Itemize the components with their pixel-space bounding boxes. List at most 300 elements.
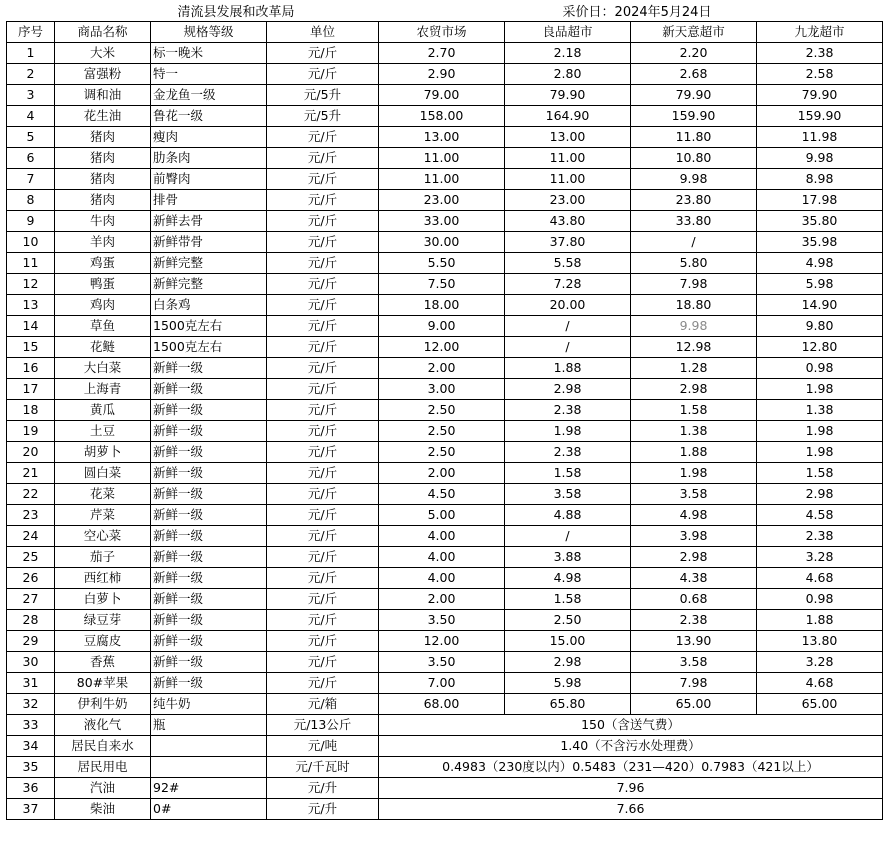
cell-index: 14	[7, 316, 55, 337]
cell-unit: 元/斤	[267, 190, 379, 211]
cell-price-market-3: 23.80	[631, 190, 757, 211]
cell-index: 4	[7, 106, 55, 127]
table-row	[7, 778, 883, 799]
cell-price-market-4: 2.38	[757, 526, 883, 547]
cell-unit: 元/升	[267, 799, 379, 820]
cell-unit: 元/斤	[267, 463, 379, 484]
cell-unit: 元/斤	[267, 253, 379, 274]
cell-unit: 元/吨	[267, 736, 379, 757]
cell-spec: 新鲜一级	[151, 526, 267, 547]
cell-price-market-3: 2.20	[631, 43, 757, 64]
table-row	[7, 148, 883, 169]
cell-product-name: 80#苹果	[55, 673, 151, 694]
cell-unit: 元/斤	[267, 43, 379, 64]
column-header-market-4: 九龙超市	[757, 22, 883, 43]
table-row	[7, 358, 883, 379]
cell-spec: 白条鸡	[151, 295, 267, 316]
cell-price-market-3: 3.58	[631, 652, 757, 673]
cell-price-market-4: 14.90	[757, 295, 883, 316]
cell-product-name: 草鱼	[55, 316, 151, 337]
cell-price-market-4: 1.88	[757, 610, 883, 631]
cell-price-market-4: 4.68	[757, 673, 883, 694]
table-row	[7, 421, 883, 442]
cell-price-market-3: 65.00	[631, 694, 757, 715]
cell-spec: 新鲜一级	[151, 589, 267, 610]
cell-spec: 1500克左右	[151, 337, 267, 358]
cell-product-name: 黄瓜	[55, 400, 151, 421]
cell-price-market-1: 11.00	[379, 169, 505, 190]
cell-index: 8	[7, 190, 55, 211]
cell-price-market-1: 4.00	[379, 568, 505, 589]
cell-price-market-1: 158.00	[379, 106, 505, 127]
cell-price-market-3: 2.68	[631, 64, 757, 85]
cell-product-name: 猪肉	[55, 169, 151, 190]
cell-price-market-2: 164.90	[505, 106, 631, 127]
cell-price-market-3: 3.98	[631, 526, 757, 547]
cell-product-name: 鸭蛋	[55, 274, 151, 295]
cell-price-market-2: 2.38	[505, 400, 631, 421]
cell-unit: 元/斤	[267, 337, 379, 358]
cell-price-market-4: 79.90	[757, 85, 883, 106]
cell-index: 5	[7, 127, 55, 148]
cell-unit: 元/斤	[267, 358, 379, 379]
cell-product-name: 花鲢	[55, 337, 151, 358]
cell-merged-value: 1.40（不含污水处理费）	[379, 736, 883, 757]
cell-unit: 元/斤	[267, 64, 379, 85]
cell-unit: 元/斤	[267, 505, 379, 526]
cell-index: 34	[7, 736, 55, 757]
cell-index: 10	[7, 232, 55, 253]
cell-index: 15	[7, 337, 55, 358]
cell-price-market-3: 5.80	[631, 253, 757, 274]
cell-price-market-1: 11.00	[379, 148, 505, 169]
table-row	[7, 169, 883, 190]
cell-index: 28	[7, 610, 55, 631]
cell-index: 26	[7, 568, 55, 589]
cell-product-name: 上海青	[55, 379, 151, 400]
cell-unit: 元/斤	[267, 652, 379, 673]
cell-unit: 元/5升	[267, 106, 379, 127]
cell-price-market-4: 3.28	[757, 652, 883, 673]
table-row	[7, 715, 883, 736]
cell-price-market-4: 9.98	[757, 148, 883, 169]
cell-price-market-2: 79.90	[505, 85, 631, 106]
cell-price-market-1: 4.00	[379, 547, 505, 568]
cell-price-market-4: 3.28	[757, 547, 883, 568]
table-row	[7, 127, 883, 148]
cell-price-market-3: 1.28	[631, 358, 757, 379]
column-header-product: 商品名称	[55, 22, 151, 43]
table-row	[7, 757, 883, 778]
cell-price-market-4: 159.90	[757, 106, 883, 127]
document-header	[6, 0, 883, 20]
cell-price-market-3: 1.88	[631, 442, 757, 463]
cell-product-name: 猪肉	[55, 127, 151, 148]
table-row	[7, 316, 883, 337]
cell-price-market-2: 2.38	[505, 442, 631, 463]
table-row	[7, 85, 883, 106]
cell-price-market-3: 4.38	[631, 568, 757, 589]
cell-product-name: 空心菜	[55, 526, 151, 547]
cell-price-market-3: 2.98	[631, 547, 757, 568]
cell-index: 35	[7, 757, 55, 778]
table-header	[7, 22, 883, 43]
survey-date: 采价日：2024年5月24日	[562, 5, 712, 20]
cell-price-market-3: 2.38	[631, 610, 757, 631]
cell-price-market-2: 37.80	[505, 232, 631, 253]
cell-price-market-1: 23.00	[379, 190, 505, 211]
cell-product-name: 花菜	[55, 484, 151, 505]
column-header-market-3: 新天意超市	[631, 22, 757, 43]
cell-spec: 新鲜完整	[151, 274, 267, 295]
cell-unit: 元/5升	[267, 85, 379, 106]
cell-index: 12	[7, 274, 55, 295]
cell-spec: 金龙鱼一级	[151, 85, 267, 106]
cell-price-market-3: 12.98	[631, 337, 757, 358]
cell-index: 22	[7, 484, 55, 505]
cell-spec: 新鲜一级	[151, 463, 267, 484]
cell-price-market-1: 12.00	[379, 631, 505, 652]
cell-unit: 元/斤	[267, 568, 379, 589]
cell-price-market-1: 2.50	[379, 421, 505, 442]
cell-product-name: 柴油	[55, 799, 151, 820]
cell-product-name: 芹菜	[55, 505, 151, 526]
cell-index: 16	[7, 358, 55, 379]
cell-price-market-2: 2.18	[505, 43, 631, 64]
cell-spec: 新鲜一级	[151, 547, 267, 568]
cell-index: 1	[7, 43, 55, 64]
cell-spec: 1500克左右	[151, 316, 267, 337]
cell-price-market-1: 2.00	[379, 358, 505, 379]
cell-price-market-4: 0.98	[757, 358, 883, 379]
cell-price-market-2: 20.00	[505, 295, 631, 316]
cell-spec: 0#	[151, 799, 267, 820]
cell-product-name: 胡萝卜	[55, 442, 151, 463]
cell-index: 32	[7, 694, 55, 715]
cell-index: 24	[7, 526, 55, 547]
cell-price-market-4: 13.80	[757, 631, 883, 652]
cell-index: 33	[7, 715, 55, 736]
cell-price-market-4: 17.98	[757, 190, 883, 211]
cell-price-market-1: 5.00	[379, 505, 505, 526]
cell-price-market-2: 1.58	[505, 589, 631, 610]
cell-price-market-4: 1.38	[757, 400, 883, 421]
cell-spec: 瘦肉	[151, 127, 267, 148]
column-header-index: 序号	[7, 22, 55, 43]
cell-unit: 元/斤	[267, 274, 379, 295]
cell-merged-value: 0.4983（230度以内）0.5483（231—420）0.7983（421以上）	[379, 757, 883, 778]
cell-price-market-4: 1.58	[757, 463, 883, 484]
cell-price-market-1: 9.00	[379, 316, 505, 337]
cell-spec: 新鲜一级	[151, 484, 267, 505]
cell-index: 30	[7, 652, 55, 673]
cell-price-market-2: /	[505, 337, 631, 358]
cell-price-market-1: 3.00	[379, 379, 505, 400]
cell-price-market-3: 13.90	[631, 631, 757, 652]
cell-price-market-3: 1.58	[631, 400, 757, 421]
cell-spec: 新鲜去骨	[151, 211, 267, 232]
cell-spec: 新鲜一级	[151, 421, 267, 442]
table-row	[7, 505, 883, 526]
cell-price-market-1: 4.50	[379, 484, 505, 505]
cell-price-market-3: 1.38	[631, 421, 757, 442]
cell-price-market-4: 12.80	[757, 337, 883, 358]
cell-index: 25	[7, 547, 55, 568]
cell-price-market-2: 2.50	[505, 610, 631, 631]
cell-product-name: 豆腐皮	[55, 631, 151, 652]
cell-price-market-2: /	[505, 526, 631, 547]
cell-index: 17	[7, 379, 55, 400]
cell-product-name: 居民自来水	[55, 736, 151, 757]
cell-unit: 元/斤	[267, 148, 379, 169]
cell-unit: 元/斤	[267, 610, 379, 631]
cell-price-market-3: 0.68	[631, 589, 757, 610]
cell-merged-value: 7.96	[379, 778, 883, 799]
column-header-spec: 规格等级	[151, 22, 267, 43]
cell-product-name: 居民用电	[55, 757, 151, 778]
cell-unit: 元/斤	[267, 421, 379, 442]
cell-price-market-4: 11.98	[757, 127, 883, 148]
cell-price-market-2: 1.58	[505, 463, 631, 484]
cell-product-name: 猪肉	[55, 190, 151, 211]
cell-price-market-2: 15.00	[505, 631, 631, 652]
table-row	[7, 631, 883, 652]
table-row	[7, 799, 883, 820]
cell-product-name: 羊肉	[55, 232, 151, 253]
cell-unit: 元/斤	[267, 127, 379, 148]
cell-index: 3	[7, 85, 55, 106]
page-title: 清流县发展和改革局	[177, 5, 295, 20]
cell-price-market-2: 43.80	[505, 211, 631, 232]
cell-price-market-4: 35.80	[757, 211, 883, 232]
column-header-market-1: 农贸市场	[379, 22, 505, 43]
cell-index: 23	[7, 505, 55, 526]
cell-price-market-4: 35.98	[757, 232, 883, 253]
cell-spec: 新鲜一级	[151, 442, 267, 463]
cell-index: 36	[7, 778, 55, 799]
column-header-unit: 单位	[267, 22, 379, 43]
cell-unit: 元/斤	[267, 295, 379, 316]
cell-price-market-4: 4.98	[757, 253, 883, 274]
cell-price-market-4: 2.98	[757, 484, 883, 505]
cell-index: 2	[7, 64, 55, 85]
table-row	[7, 295, 883, 316]
cell-price-market-1: 33.00	[379, 211, 505, 232]
table-row	[7, 337, 883, 358]
cell-product-name: 牛肉	[55, 211, 151, 232]
cell-price-market-4: 1.98	[757, 421, 883, 442]
cell-price-market-4: 1.98	[757, 379, 883, 400]
table-row	[7, 463, 883, 484]
cell-merged-value: 7.66	[379, 799, 883, 820]
cell-product-name: 大白菜	[55, 358, 151, 379]
cell-merged-value: 150（含送气费）	[379, 715, 883, 736]
cell-price-market-1: 12.00	[379, 337, 505, 358]
cell-price-market-3: 7.98	[631, 274, 757, 295]
cell-price-market-3: 4.98	[631, 505, 757, 526]
cell-spec: 新鲜一级	[151, 631, 267, 652]
cell-spec: 新鲜一级	[151, 358, 267, 379]
cell-price-market-2: 3.88	[505, 547, 631, 568]
cell-index: 31	[7, 673, 55, 694]
cell-spec: 瓶	[151, 715, 267, 736]
cell-price-market-3: 7.98	[631, 673, 757, 694]
cell-unit: 元/升	[267, 778, 379, 799]
table-row	[7, 43, 883, 64]
cell-price-market-4: 8.98	[757, 169, 883, 190]
table-row	[7, 190, 883, 211]
cell-price-market-1: 3.50	[379, 610, 505, 631]
table-row	[7, 253, 883, 274]
table-row	[7, 379, 883, 400]
cell-price-market-2: 5.58	[505, 253, 631, 274]
cell-index: 18	[7, 400, 55, 421]
cell-spec: 新鲜一级	[151, 568, 267, 589]
cell-index: 11	[7, 253, 55, 274]
cell-price-market-1: 7.50	[379, 274, 505, 295]
table-row	[7, 64, 883, 85]
cell-price-market-2: 23.00	[505, 190, 631, 211]
cell-price-market-4: 2.58	[757, 64, 883, 85]
table-row	[7, 547, 883, 568]
cell-index: 7	[7, 169, 55, 190]
cell-price-market-2: 1.98	[505, 421, 631, 442]
cell-price-market-3: 79.90	[631, 85, 757, 106]
cell-price-market-1: 30.00	[379, 232, 505, 253]
cell-product-name: 鸡蛋	[55, 253, 151, 274]
cell-index: 37	[7, 799, 55, 820]
cell-price-market-3: 18.80	[631, 295, 757, 316]
cell-price-market-2: 1.88	[505, 358, 631, 379]
cell-spec	[151, 736, 267, 757]
cell-price-market-1: 3.50	[379, 652, 505, 673]
cell-price-market-1: 2.90	[379, 64, 505, 85]
table-row	[7, 400, 883, 421]
cell-product-name: 液化气	[55, 715, 151, 736]
cell-product-name: 西红柿	[55, 568, 151, 589]
cell-price-market-1: 18.00	[379, 295, 505, 316]
cell-price-market-1: 79.00	[379, 85, 505, 106]
cell-product-name: 茄子	[55, 547, 151, 568]
cell-unit: 元/斤	[267, 547, 379, 568]
cell-unit: 元/斤	[267, 379, 379, 400]
cell-price-market-1: 2.00	[379, 589, 505, 610]
cell-unit: 元/斤	[267, 316, 379, 337]
table-row	[7, 736, 883, 757]
cell-price-market-4: 9.80	[757, 316, 883, 337]
cell-index: 6	[7, 148, 55, 169]
cell-price-market-3: 159.90	[631, 106, 757, 127]
cell-price-market-2: 7.28	[505, 274, 631, 295]
cell-product-name: 白萝卜	[55, 589, 151, 610]
cell-product-name: 花生油	[55, 106, 151, 127]
cell-spec: 新鲜一级	[151, 505, 267, 526]
table-row	[7, 589, 883, 610]
table-header-row	[7, 22, 883, 43]
cell-unit: 元/箱	[267, 694, 379, 715]
cell-product-name: 调和油	[55, 85, 151, 106]
cell-index: 21	[7, 463, 55, 484]
cell-unit: 元/斤	[267, 631, 379, 652]
cell-price-market-3: 33.80	[631, 211, 757, 232]
table-row	[7, 568, 883, 589]
table-row	[7, 211, 883, 232]
cell-price-market-1: 2.50	[379, 400, 505, 421]
cell-price-market-2: 3.58	[505, 484, 631, 505]
cell-price-market-2: 4.88	[505, 505, 631, 526]
cell-unit: 元/斤	[267, 211, 379, 232]
cell-index: 29	[7, 631, 55, 652]
cell-price-market-3: 9.98	[631, 316, 757, 337]
price-table	[6, 21, 883, 820]
cell-product-name: 土豆	[55, 421, 151, 442]
table-row	[7, 442, 883, 463]
table-row	[7, 232, 883, 253]
cell-price-market-4: 5.98	[757, 274, 883, 295]
cell-price-market-1: 68.00	[379, 694, 505, 715]
cell-unit: 元/斤	[267, 526, 379, 547]
cell-spec: 鲁花一级	[151, 106, 267, 127]
table-row	[7, 652, 883, 673]
cell-product-name: 大米	[55, 43, 151, 64]
cell-price-market-3: 3.58	[631, 484, 757, 505]
cell-spec: 新鲜带骨	[151, 232, 267, 253]
cell-spec: 排骨	[151, 190, 267, 211]
cell-price-market-3: 1.98	[631, 463, 757, 484]
cell-product-name: 伊利牛奶	[55, 694, 151, 715]
cell-price-market-1: 5.50	[379, 253, 505, 274]
cell-unit: 元/斤	[267, 589, 379, 610]
cell-spec: 前臀肉	[151, 169, 267, 190]
cell-spec: 新鲜一级	[151, 379, 267, 400]
cell-index: 13	[7, 295, 55, 316]
cell-product-name: 富强粉	[55, 64, 151, 85]
cell-unit: 元/斤	[267, 400, 379, 421]
cell-unit: 元/13公斤	[267, 715, 379, 736]
cell-spec: 标一晚米	[151, 43, 267, 64]
cell-price-market-3: 2.98	[631, 379, 757, 400]
cell-unit: 元/斤	[267, 232, 379, 253]
cell-index: 19	[7, 421, 55, 442]
cell-spec	[151, 757, 267, 778]
cell-product-name: 鸡肉	[55, 295, 151, 316]
cell-price-market-2: 11.00	[505, 169, 631, 190]
cell-price-market-2: 11.00	[505, 148, 631, 169]
cell-product-name: 绿豆芽	[55, 610, 151, 631]
cell-price-market-4: 4.58	[757, 505, 883, 526]
cell-unit: 元/斤	[267, 442, 379, 463]
cell-price-market-4: 2.38	[757, 43, 883, 64]
cell-price-market-2: 13.00	[505, 127, 631, 148]
cell-spec: 纯牛奶	[151, 694, 267, 715]
cell-price-market-1: 4.00	[379, 526, 505, 547]
cell-spec: 新鲜一级	[151, 652, 267, 673]
cell-price-market-1: 2.00	[379, 463, 505, 484]
cell-spec: 新鲜一级	[151, 610, 267, 631]
cell-product-name: 猪肉	[55, 148, 151, 169]
cell-spec: 肋条肉	[151, 148, 267, 169]
cell-price-market-3: 11.80	[631, 127, 757, 148]
cell-unit: 元/斤	[267, 484, 379, 505]
table-row	[7, 694, 883, 715]
cell-product-name: 香蕉	[55, 652, 151, 673]
cell-price-market-2: 2.80	[505, 64, 631, 85]
table-body	[7, 43, 883, 820]
cell-unit: 元/千瓦时	[267, 757, 379, 778]
cell-price-market-4: 0.98	[757, 589, 883, 610]
cell-product-name: 圆白菜	[55, 463, 151, 484]
cell-price-market-3: 10.80	[631, 148, 757, 169]
